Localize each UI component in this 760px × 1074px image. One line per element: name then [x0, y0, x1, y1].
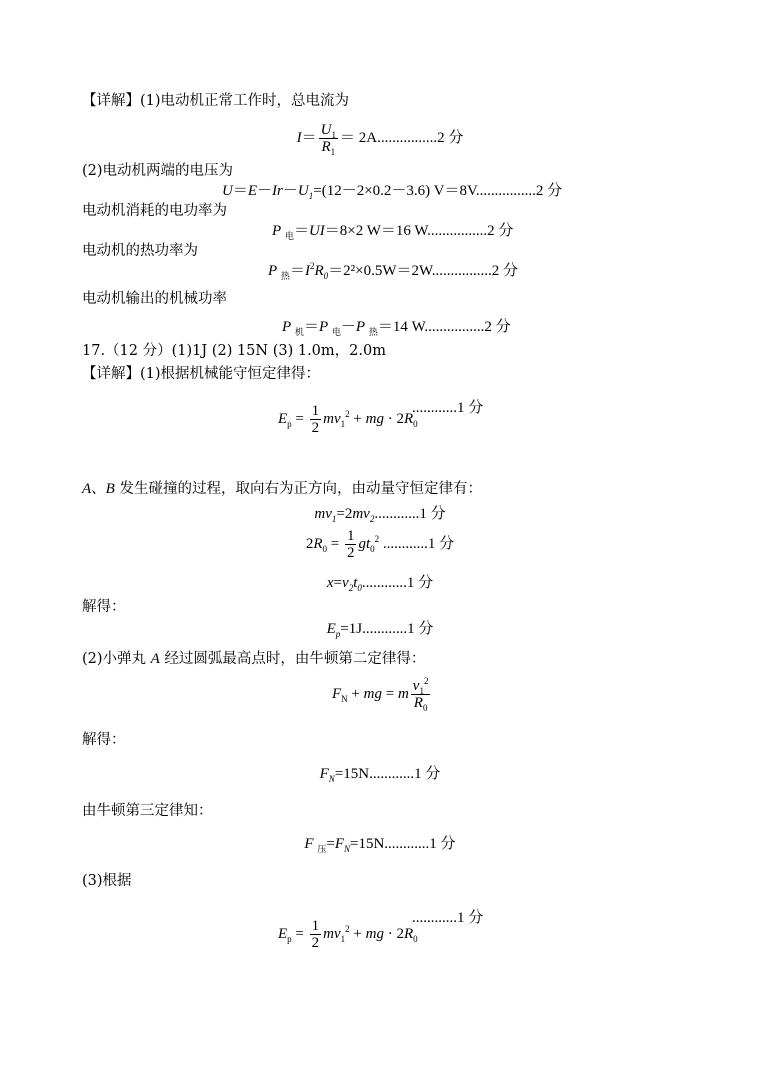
equation-heat-power-result: ＝2²×0.5W＝2W................2 分 [328, 263, 519, 279]
solve-label-1: 解得： [82, 599, 126, 615]
equation-pressure-force: F $_压=F_N=15N............1$ 分 [304, 836, 456, 854]
equation-mechanical-power-result: ＝14 W................2 分 [377, 319, 511, 335]
equation-current-result: 2A................2 分 [358, 129, 464, 146]
equation-fall-score: ............1 分 [382, 535, 455, 552]
label-heat-power: 电动机的热功率为 [82, 243, 198, 259]
collision-sentence: A、B 发生碰撞的过程，取向右为正方向，由动量守恒定律有： [82, 481, 482, 497]
score-energy-2: ............1 分 [412, 910, 484, 926]
part2-prefix: (2)小弹丸 [82, 651, 147, 667]
equation-electric-power-result: ＝8×2 W＝16 W................2 分 [324, 223, 514, 239]
equation-heat-power: P $_热=I^2R_0=2^2\times 0.5W=2W................2$ 分 [268, 261, 519, 281]
equation-ep-result-text: =1J............1 分 [340, 621, 434, 637]
equation-newton-second: $F_N$ + mg = m $\frac{v_1^2}{R_0}$ [332, 676, 429, 713]
label-electric-power: 电动机消耗的电功率为 [82, 203, 227, 219]
solve-label-2: 解得： [82, 732, 126, 748]
equation-ep-result: $E_p=1J............1$ 分 [326, 621, 434, 639]
equation-energy-conservation: $E_p$ = $\frac{1}{2}$ $mv_1^2$ + mg · $2R_0$ [278, 403, 418, 436]
score-energy: ............1 分 [412, 400, 484, 416]
equation-fall: $2R_0$ = $\frac{1}{2}$ $gt_0^2$ ............1 分 [305, 528, 455, 561]
collision-sentence-text: 发生碰撞的过程，取向右为正方向，由动量守恒定律有： [119, 481, 482, 497]
equation-fn-result: $F_N=15N............1$ 分 [319, 766, 441, 784]
q17-detail-intro: 【详解】(1)根据机械能守恒定律得： [82, 366, 321, 382]
equation-energy-conservation-2: $E_p$ = $\frac{1}{2}$ $mv_1^2$ + mg · $2R_0$ [278, 918, 418, 951]
detail-intro-1: 【详解】(1)电动机正常工作时，总电流为 [82, 93, 350, 109]
part2-sentence: (2)小弹丸 A 经过圆弧最高点时，由牛顿第二定律得： [82, 651, 426, 667]
part2-tail: 经过圆弧最高点时，由牛顿第二定律得： [164, 651, 426, 667]
equation-momentum: $mv_1=2mv_2............1$ 分 [314, 506, 446, 524]
equation-mechanical-power: P $_机$＝P $_电$－P $_热$＝14 W................2 分 [282, 319, 511, 337]
part3-label: (3)根据 [82, 873, 132, 889]
label-motor-voltage: (2)电动机两端的电压为 [82, 163, 234, 179]
equation-motor-voltage: $U=E-Ir-U_1=(12-2\times 0.2-3.6)$ V＝8V................2 分 [222, 183, 563, 201]
label-mechanical-power: 电动机输出的机械功率 [82, 291, 227, 307]
equation-pressure-force-text: =15N............1 分 [350, 836, 456, 852]
equation-momentum-score: ............1 分 [374, 506, 446, 522]
equation-electric-power: P $_电$＝UI＝8×2 W＝16 W................2 分 [272, 223, 514, 241]
equation-horizontal-distance: $x=v_2t_0............1$ 分 [326, 575, 434, 593]
third-law-label: 由牛顿第三定律知： [82, 803, 213, 819]
equation-motor-voltage-result: (12－2×0.2－3.6) V＝8V................2 分 [321, 183, 563, 199]
equation-horizontal-distance-score: ............1 分 [361, 575, 434, 591]
equation-current: I＝ $\frac{U_1}{R_1}$ ＝ 2A................2 分 [296, 122, 464, 157]
equation-fn-result-text: =15N............1 分 [334, 766, 441, 782]
q17-header: 17.（12 分）(1)1J (2) 15N (3) 1.0m，2.0m [82, 343, 386, 359]
